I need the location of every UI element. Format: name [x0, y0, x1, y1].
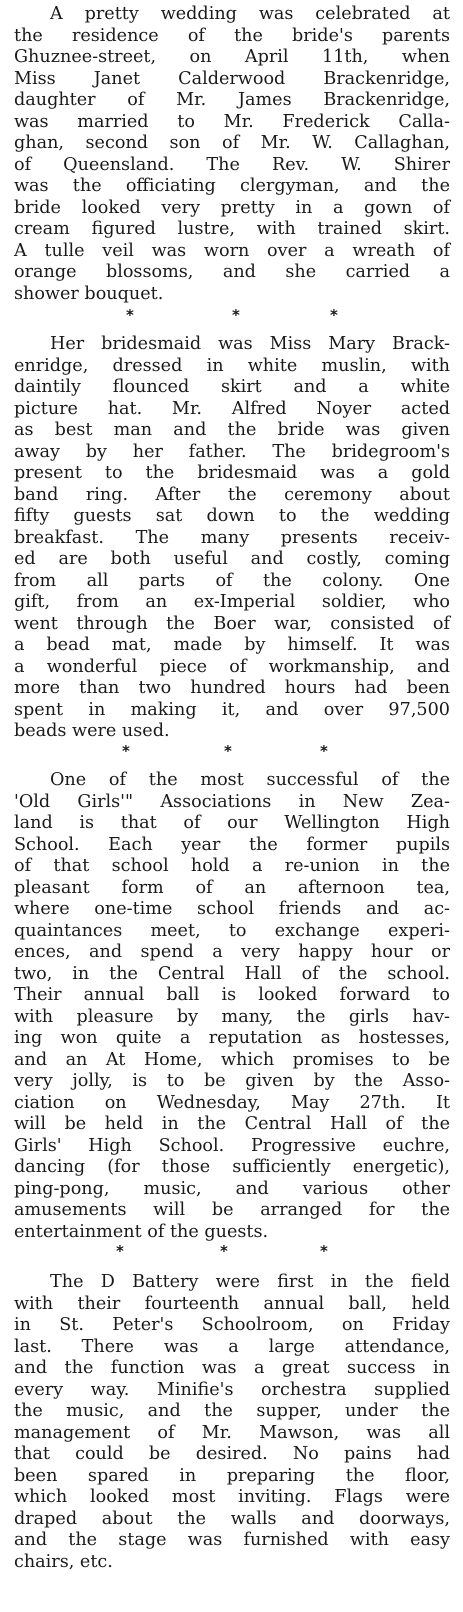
- text-line: that could be desired. No pains had: [14, 1444, 450, 1464]
- text-line: of that school hold a re-union in the: [14, 856, 450, 876]
- text-line: amusements will be arranged for the: [14, 1200, 450, 1220]
- article-paragraph-d-battery: [14, 1272, 450, 1573]
- text-line: where one-time school friends and ac-: [14, 899, 450, 919]
- text-line: was married to Mr. Frederick Calla-: [14, 111, 450, 132]
- text-line: the residence of the bride's parents: [14, 25, 450, 46]
- text-line: ghan, second son of Mr. W. Callaghan,: [14, 133, 450, 153]
- asterisk-icon: *: [224, 742, 232, 760]
- text-line: and an At Home, which promises to be: [14, 1049, 450, 1070]
- text-line: ciation on Wednesday, May 27th. It: [14, 1092, 450, 1113]
- text-line: shower bouquet.: [14, 283, 164, 304]
- asterisk-icon: *: [116, 1242, 124, 1260]
- asterisk-icon: *: [126, 306, 134, 324]
- text-line: last. There was a large attendance,: [14, 1336, 450, 1357]
- asterisk-icon: *: [320, 1242, 328, 1260]
- text-line: dancing (for those sufficiently energetic),: [14, 1157, 450, 1177]
- text-line: quaintances meet, to exchange experi-: [14, 920, 450, 941]
- text-line: ences, and spend a very happy hour or: [14, 942, 450, 962]
- text-line: A tulle veil was worn over a wreath of: [14, 240, 450, 261]
- text-line: gift, from an ex-Imperial soldier, who: [14, 592, 450, 612]
- text-line: The D Battery were first in the field: [50, 1272, 450, 1292]
- text-line: every way. Minifie's orchestra supplied: [14, 1379, 450, 1400]
- text-line: management of Mr. Mawson, was all: [14, 1422, 450, 1443]
- text-line: draped about the walls and doorways,: [14, 1508, 450, 1529]
- text-line: A pretty wedding was celebrated at: [50, 4, 450, 24]
- text-line: School. Each year the former pupils: [14, 834, 450, 855]
- text-line: of Queensland. The Rev. W. Shirer: [14, 154, 450, 175]
- text-line: One of the most successful of the: [50, 770, 450, 790]
- text-line: and the stage was furnished with easy: [14, 1530, 450, 1550]
- text-line: ping-pong, music, and various other: [14, 1178, 450, 1199]
- text-line: chairs, etc.: [14, 1551, 113, 1572]
- article-paragraph-bridesmaid: [14, 334, 450, 743]
- article-paragraph-old-girls: [14, 770, 450, 1243]
- text-line: away by her father. The bridegroom's: [14, 441, 450, 462]
- asterisk-icon: *: [220, 1242, 228, 1260]
- text-line: cream figured lustre, with trained skirt.: [14, 219, 450, 239]
- text-line: from all parts of the colony. One: [14, 570, 450, 591]
- text-line: Miss Janet Calderwood Brackenridge,: [14, 68, 450, 89]
- text-line: land is that of our Wellington High: [14, 813, 450, 833]
- text-line: daintily flounced skirt and a white: [14, 377, 450, 397]
- article-paragraph-wedding: [14, 4, 450, 305]
- text-line: ed are both useful and costly, coming: [14, 549, 450, 569]
- text-line: breakfast. The many presents receiv-: [14, 527, 450, 548]
- text-line: will be held in the Central Hall of the: [14, 1114, 450, 1134]
- text-line: present to the bridesmaid was a gold: [14, 463, 450, 483]
- text-line: Her bridesmaid was Miss Mary Brack-: [50, 334, 450, 354]
- text-line: Their annual ball is looked forward to: [14, 985, 450, 1005]
- text-line: went through the Boer war, consisted of: [14, 613, 450, 634]
- text-line: fifty guests sat down to the wedding: [14, 506, 450, 526]
- text-line: the music, and the supper, under the: [14, 1401, 450, 1421]
- text-line: been spared in preparing the floor,: [14, 1465, 450, 1486]
- text-line: 'Old Girls'" Associations in New Zea-: [14, 791, 450, 812]
- text-line: pleasant form of an afternoon tea,: [14, 877, 450, 898]
- text-line: entertainment of the guests.: [14, 1221, 269, 1242]
- text-line: Girls' High School. Progressive euchre,: [14, 1135, 450, 1156]
- text-line: beads were used.: [14, 721, 170, 741]
- text-line: orange blossoms, and she carried a: [14, 262, 450, 282]
- text-line: which looked most inviting. Flags were: [14, 1487, 450, 1507]
- text-line: in St. Peter's Schoolroom, on Friday: [14, 1315, 450, 1335]
- text-line: band ring. After the ceremony about: [14, 484, 450, 505]
- text-line: two, in the Central Hall of the school.: [14, 963, 450, 984]
- text-line: bride looked very pretty in a gown of: [14, 197, 450, 218]
- text-line: as best man and the bride was given: [14, 420, 450, 440]
- text-line: and the function was a great success in: [14, 1358, 450, 1378]
- text-line: very jolly, is to be given by the Asso-: [14, 1071, 450, 1091]
- text-line: with their fourteenth annual ball, held: [14, 1293, 450, 1314]
- text-line: with pleasure by many, the girls hav-: [14, 1006, 450, 1027]
- asterisk-icon: *: [320, 742, 328, 760]
- text-line: was the officiating clergyman, and the: [14, 176, 450, 196]
- text-line: a bead mat, made by himself. It was: [14, 635, 450, 655]
- asterisk-icon: *: [330, 306, 338, 324]
- text-line: picture hat. Mr. Alfred Noyer acted: [14, 398, 450, 419]
- text-line: a wonderful piece of workmanship, and: [14, 656, 450, 677]
- asterisk-icon: *: [232, 306, 240, 324]
- asterisk-icon: *: [122, 742, 130, 760]
- text-line: daughter of Mr. James Brackenridge,: [14, 90, 450, 110]
- text-line: ing won quite a reputation as hostesses,: [14, 1028, 450, 1048]
- text-line: enridge, dressed in white muslin, with: [14, 355, 450, 376]
- text-line: spent in making it, and over 97,500: [14, 699, 450, 720]
- text-line: more than two hundred hours had been: [14, 678, 450, 698]
- text-line: Ghuznee-street, on April 11th, when: [14, 47, 450, 67]
